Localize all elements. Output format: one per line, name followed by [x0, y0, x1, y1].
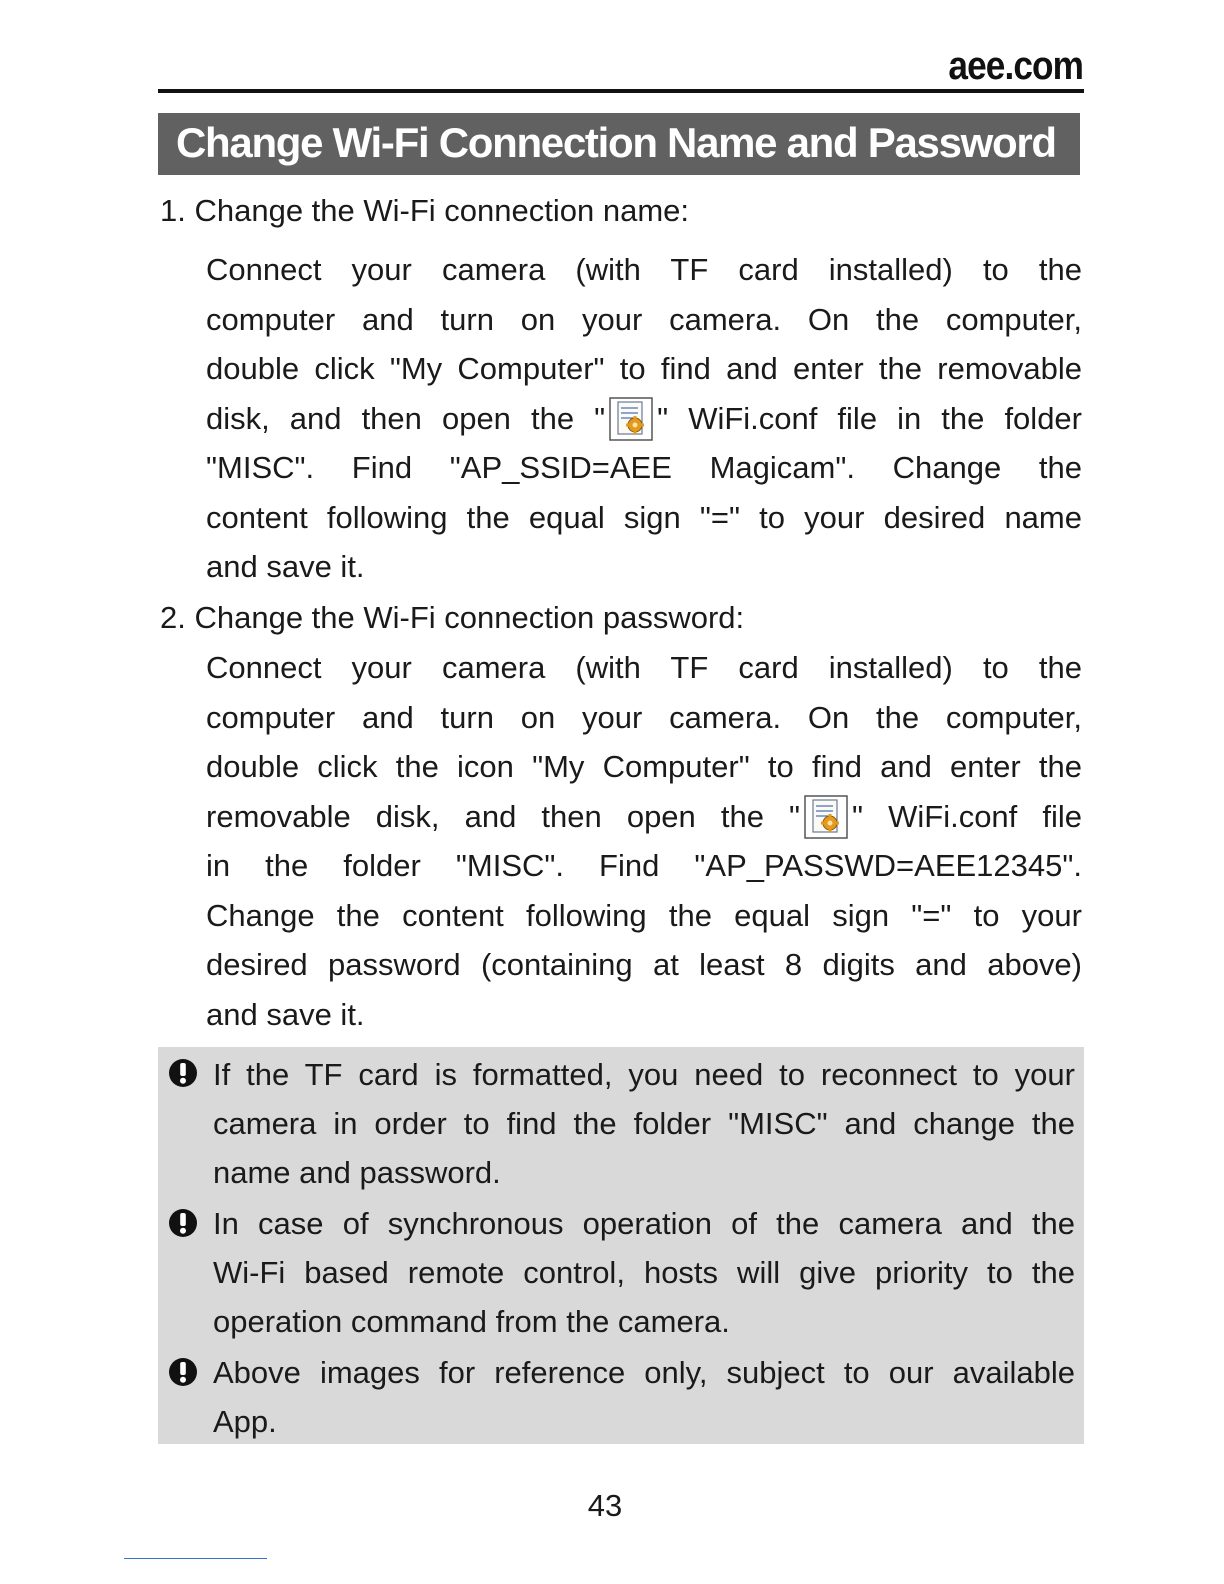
note-3-line-1: Above images for reference only, subject to our available — [213, 1355, 1075, 1390]
exclamation-icon — [168, 1357, 198, 1387]
exclamation-icon — [168, 1208, 198, 1238]
step-1-line-5: "MISC". Find "AP_SSID=AEE Magicam". Change the — [206, 450, 1082, 485]
step-1-line-1: Connect your camera (with TF card installed) to the — [206, 252, 1082, 287]
notes-box — [158, 1047, 1084, 1444]
page-title: Change Wi-Fi Connection Name and Password — [176, 119, 1056, 166]
note-1-line-2: camera in order to find the folder "MISC" and change the — [213, 1106, 1075, 1141]
title-bar — [158, 113, 1080, 175]
note-1-line-3: name and password. — [213, 1155, 501, 1190]
note-2-line-2: Wi-Fi based remote control, hosts will give priority to the — [213, 1255, 1075, 1290]
page-number: 43 — [587, 1488, 623, 1523]
brand-logo: aee.com — [948, 44, 1083, 88]
step-2-line-4a: removable disk, and then open the " — [206, 798, 801, 834]
step-2-line-8: and save it. — [206, 996, 365, 1032]
note-2-line-3: operation command from the camera. — [213, 1304, 730, 1339]
step-1-line-4a: disk, and then open the " — [206, 400, 606, 436]
step-2-line-6: Change the content following the equal sign "=" to your — [206, 897, 1082, 933]
step-1-heading: 1. Change the Wi-Fi connection name: — [160, 193, 689, 228]
step-2-line-4b: " WiFi.conf file — [852, 798, 1082, 834]
note-1-line-1: If the TF card is formatted, you need to reconnect to your — [213, 1057, 1075, 1092]
note-3-line-2: App. — [213, 1404, 277, 1439]
note-2 — [213, 1199, 1075, 1346]
config-file-icon — [804, 795, 848, 839]
step-2-line-5: in the folder "MISC". Find "AP_PASSWD=AEE12345". — [206, 848, 1082, 883]
footer-link-underline — [124, 1558, 267, 1559]
step-1-line-7: and save it. — [206, 549, 365, 584]
note-2-line-1: In case of synchronous operation of the camera and the — [213, 1206, 1075, 1241]
step-2-body — [206, 643, 1082, 1039]
config-file-icon — [609, 397, 653, 441]
note-1 — [213, 1050, 1075, 1197]
step-1-line-2: computer and turn on your camera. On the computer, — [206, 301, 1082, 337]
step-1-line-4 — [206, 394, 1082, 444]
step-2-line-1: Connect your camera (with TF card installed) to the — [206, 650, 1082, 685]
header-rule — [158, 89, 1084, 93]
step-1-line-6: content following the equal sign "=" to your desired name — [206, 499, 1082, 535]
exclamation-icon — [168, 1058, 198, 1088]
step-2-heading: 2. Change the Wi-Fi connection password: — [160, 600, 745, 635]
step-1-line-3: double click "My Computer" to find and enter the removable — [206, 351, 1082, 386]
step-1-line-4b: " WiFi.conf file in the folder — [657, 400, 1082, 436]
step-2-line-4 — [206, 792, 1082, 842]
note-3 — [213, 1348, 1075, 1446]
step-1-body — [206, 245, 1082, 592]
step-2-line-7: desired password (containing at least 8 digits and above) — [206, 947, 1082, 982]
step-2-line-2: computer and turn on your camera. On the computer, — [206, 699, 1082, 735]
step-2-line-3: double click the icon "My Computer" to find and enter the — [206, 749, 1082, 784]
